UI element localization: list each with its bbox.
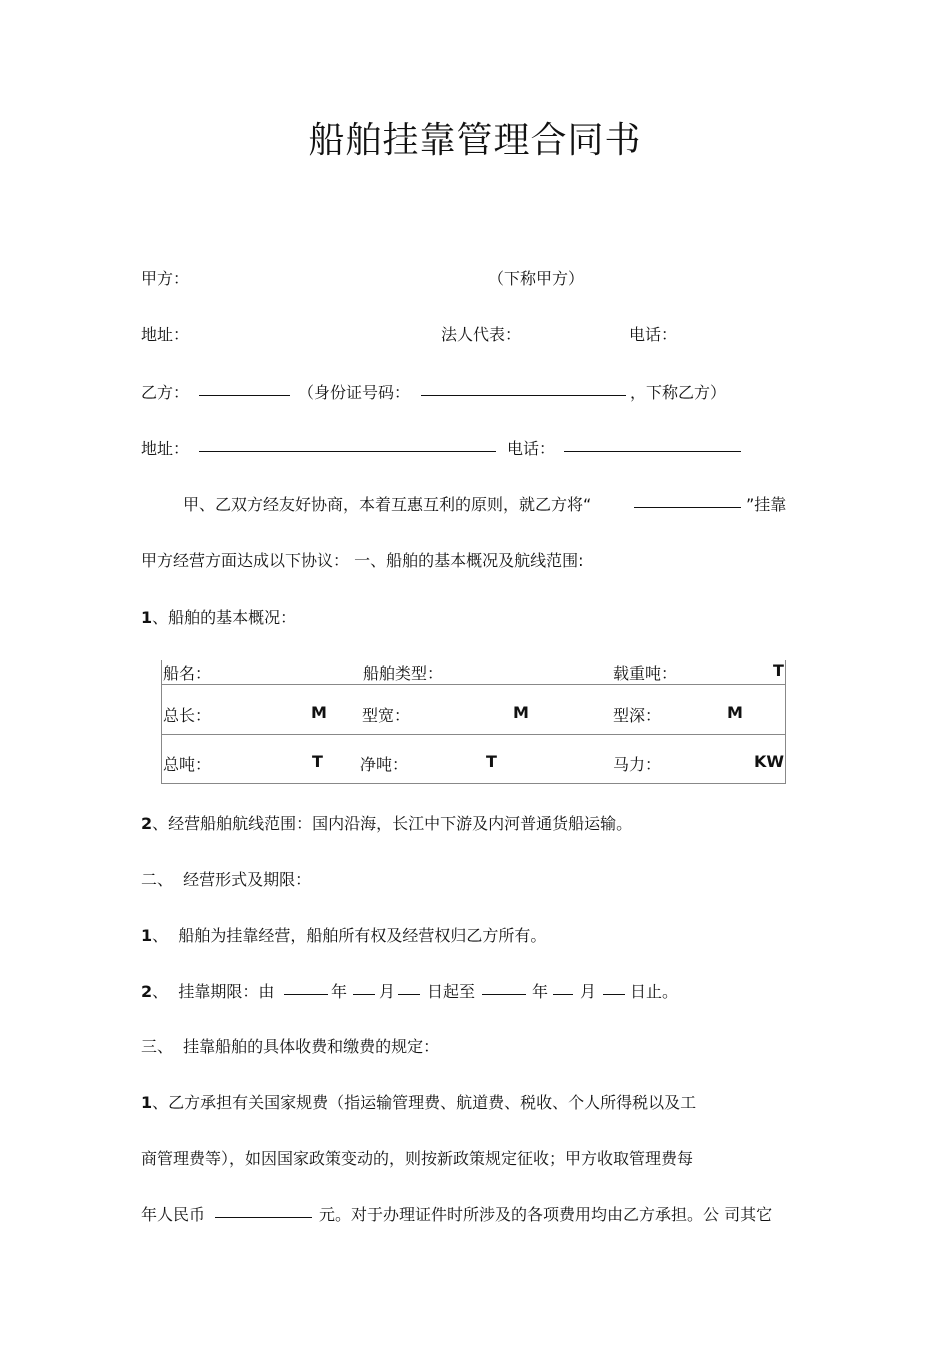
- s1-1-text: 、船舶的基本概况：: [152, 608, 297, 627]
- start-day-label: 日起至: [427, 982, 476, 1001]
- end-month-blank[interactable]: [553, 980, 573, 995]
- breadth-label: 型宽：: [362, 706, 411, 725]
- s3-1-line2: 商管理费等），如因国家政策变动的，则按新政策规定征收；甲方收取管理费每: [141, 1149, 694, 1168]
- s1-1-num: 1: [141, 608, 153, 627]
- table-line: [161, 734, 786, 735]
- s3-1-line1-text: 、乙方承担有关国家规费（指运输管理费、航道费、税收、个人所得税以及工: [152, 1093, 697, 1112]
- dwt-unit: T: [773, 661, 784, 680]
- management-fee-blank[interactable]: [215, 1203, 312, 1218]
- breadth-unit: M: [513, 703, 529, 722]
- length-unit: M: [311, 703, 327, 722]
- end-year-blank[interactable]: [482, 980, 526, 995]
- net-tonnage-unit: T: [486, 752, 497, 771]
- end-day-blank[interactable]: [603, 980, 625, 995]
- end-month-label: 月: [580, 982, 597, 1001]
- s2-1-num: 1: [141, 926, 153, 945]
- party-b-address-label: 地址：: [141, 439, 190, 458]
- net-tonnage-label: 净吨：: [360, 755, 409, 774]
- s3-1-line3-a: 年人民币: [141, 1205, 206, 1224]
- ship-name-label: 船名：: [163, 664, 212, 683]
- s2-1: [141, 923, 546, 946]
- table-line: [161, 660, 162, 784]
- s2-2-prefix: [141, 979, 274, 1002]
- table-line: [785, 660, 786, 784]
- document-title: 船舶挂靠管理合同书: [308, 120, 642, 161]
- gross-tonnage-unit: T: [312, 752, 323, 771]
- party-a-phone-label: 电话：: [629, 325, 678, 344]
- party-a-legal-rep-label: 法人代表：: [441, 325, 522, 344]
- ship-name-blank[interactable]: [634, 493, 741, 508]
- intro-line2: 甲方经营方面达成以下协议： 一、船舶的基本概况及航线范围:: [141, 551, 584, 570]
- end-year-label: 年: [532, 982, 549, 1001]
- ship-type-label: 船舶类型：: [363, 664, 444, 683]
- power-unit: KW: [754, 752, 785, 771]
- start-year-label: 年: [331, 982, 348, 1001]
- section-3-heading: 三、 挂靠船舶的具体收费和缴费的规定：: [141, 1037, 440, 1056]
- table-line: [161, 684, 786, 685]
- party-a-alias: （下称甲方）: [488, 269, 585, 288]
- s3-1-line3-b: 元。对于办理证件时所涉及的各项费用均由乙方承担。公 司其它: [319, 1205, 773, 1224]
- s2-1-text: 、 船舶为挂靠经营，船舶所有权及经营权归乙方所有。: [152, 926, 547, 945]
- party-b-address-blank[interactable]: [199, 437, 496, 452]
- party-b-id-blank[interactable]: [421, 381, 626, 396]
- start-month-label: 月: [379, 982, 396, 1001]
- section-2-heading: 二、 经营形式及期限：: [141, 870, 312, 889]
- party-b-id-label: （身份证号码：: [298, 383, 411, 402]
- depth-unit: M: [727, 703, 743, 722]
- length-label: 总长：: [163, 706, 212, 725]
- end-day-label: 日止。: [630, 982, 679, 1001]
- party-a-address-label: 地址：: [141, 325, 190, 344]
- s1-2-num: 2: [141, 814, 153, 833]
- party-b-name-blank[interactable]: [199, 381, 290, 396]
- s2-2-prefix-text: 、 挂靠期限：由: [152, 982, 275, 1001]
- gross-tonnage-label: 总吨：: [163, 755, 212, 774]
- power-label: 马力：: [613, 755, 662, 774]
- s2-2-num: 2: [141, 982, 153, 1001]
- s1-2: [141, 811, 632, 834]
- party-b-phone-blank[interactable]: [564, 437, 741, 452]
- party-b-alias: ，下称乙方）: [630, 383, 727, 402]
- depth-label: 型深：: [613, 706, 662, 725]
- start-month-blank[interactable]: [353, 980, 375, 995]
- party-b-label: 乙方：: [141, 383, 190, 402]
- dwt-label: 载重吨：: [613, 664, 678, 683]
- s3-1-num: 1: [141, 1093, 153, 1112]
- table-line: [161, 783, 786, 784]
- start-day-blank[interactable]: [398, 980, 420, 995]
- s1-2-text: 、经营船舶航线范围：国内沿海，长江中下游及内河普通货船运输。: [152, 814, 633, 833]
- party-a-label: 甲方：: [141, 269, 190, 288]
- start-year-blank[interactable]: [284, 980, 328, 995]
- s3-1-line1: [141, 1090, 696, 1113]
- intro-line1-a: 甲、乙双方经友好协商，本着互惠互利的原则，就乙方将“: [183, 495, 592, 514]
- party-b-phone-label: 电话：: [507, 439, 556, 458]
- intro-line1-b: ”挂靠: [746, 495, 787, 514]
- s1-1: [141, 605, 296, 628]
